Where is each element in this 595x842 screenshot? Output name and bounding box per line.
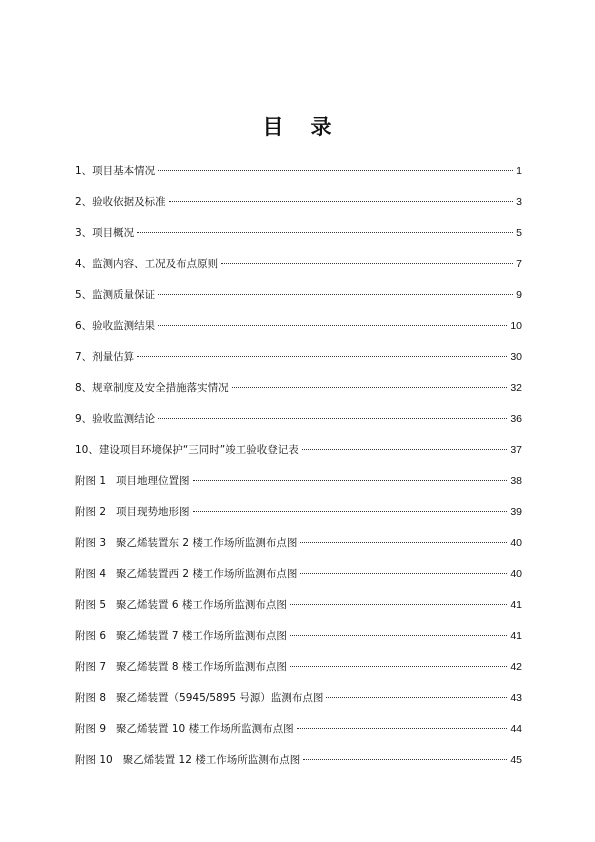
toc-entry-page: 40 [510, 537, 522, 549]
table-of-contents [75, 161, 522, 781]
toc-leader-dots [300, 541, 507, 543]
toc-entry[interactable] [75, 595, 522, 626]
toc-entry-page: 41 [510, 599, 522, 611]
toc-leader-dots [302, 448, 508, 450]
toc-entry-prefix: 附图 1 [75, 475, 107, 487]
toc-entry-page: 9 [516, 289, 522, 301]
toc-entry-label: 10、建设项目环境保护“三同时”竣工验收登记表 [75, 444, 299, 456]
toc-entry[interactable] [75, 626, 522, 657]
toc-entry[interactable] [75, 316, 522, 347]
toc-entry-prefix: 附图 7 [75, 661, 107, 673]
toc-entry-page: 45 [510, 754, 522, 766]
toc-entry-label: 附图 2 项目现势地形图 [75, 506, 190, 518]
toc-entry[interactable] [75, 161, 522, 192]
toc-entry-label: 附图 7 聚乙烯装置 8 楼工作场所监测布点图 [75, 661, 287, 673]
toc-entry-label: 附图 10 聚乙烯装置 12 楼工作场所监测布点图 [75, 754, 301, 766]
toc-leader-dots [303, 758, 507, 760]
toc-leader-dots [169, 200, 513, 202]
toc-entry[interactable] [75, 223, 522, 254]
toc-title-char-1: 目 [262, 114, 285, 139]
toc-entry-page: 43 [510, 692, 522, 704]
toc-entry-prefix: 附图 2 [75, 506, 107, 518]
toc-leader-dots [290, 634, 507, 636]
toc-leader-dots [158, 324, 507, 326]
toc-entry[interactable] [75, 347, 522, 378]
toc-entry[interactable] [75, 688, 522, 719]
toc-leader-dots [290, 665, 507, 667]
toc-entry-label: 附图 6 聚乙烯装置 7 楼工作场所监测布点图 [75, 630, 287, 642]
toc-entry-label: 附图 3 聚乙烯装置东 2 楼工作场所监测布点图 [75, 537, 298, 549]
toc-entry-label: 3、项目概况 [75, 227, 135, 239]
toc-entry-prefix: 附图 6 [75, 630, 107, 642]
toc-entry-page: 42 [510, 661, 522, 673]
toc-entry-label: 5、监测质量保证 [75, 289, 156, 301]
toc-entry[interactable] [75, 409, 522, 440]
toc-leader-dots [137, 355, 507, 357]
toc-leader-dots [158, 417, 507, 419]
toc-entry[interactable] [75, 254, 522, 285]
toc-leader-dots [221, 262, 513, 264]
toc-leader-dots [158, 169, 513, 171]
toc-title [0, 112, 595, 142]
toc-entry-prefix: 附图 9 [75, 723, 107, 735]
toc-entry-label: 8、规章制度及安全措施落实情况 [75, 382, 229, 394]
toc-entry-prefix: 附图 5 [75, 599, 107, 611]
toc-entry-label: 4、监测内容、工况及布点原则 [75, 258, 219, 270]
toc-entry-label: 2、验收依据及标准 [75, 196, 166, 208]
toc-entry-label: 1、项目基本情况 [75, 165, 156, 177]
toc-entry-page: 10 [510, 320, 522, 332]
toc-entry-label: 6、验收监测结果 [75, 320, 156, 332]
toc-entry-page: 41 [510, 630, 522, 642]
toc-entry-prefix: 附图 10 [75, 754, 113, 766]
toc-leader-dots [290, 603, 507, 605]
toc-entry[interactable] [75, 564, 522, 595]
toc-entry-page: 32 [510, 382, 522, 394]
toc-entry-prefix: 附图 8 [75, 692, 107, 704]
toc-title-char-2: 录 [310, 114, 333, 139]
toc-entry[interactable] [75, 719, 522, 750]
toc-entry-page: 44 [510, 723, 522, 735]
toc-entry[interactable] [75, 502, 522, 533]
toc-entry-label: 9、验收监测结论 [75, 413, 156, 425]
toc-entry-label: 附图 1 项目地理位置图 [75, 475, 190, 487]
toc-leader-dots [193, 510, 508, 512]
toc-entry-page: 5 [516, 227, 522, 239]
toc-entry[interactable] [75, 750, 522, 781]
toc-entry-page: 3 [516, 196, 522, 208]
toc-entry-prefix: 附图 4 [75, 568, 107, 580]
toc-leader-dots [326, 696, 507, 698]
toc-entry-label: 附图 8 聚乙烯装置（5945/5895 号源）监测布点图 [75, 692, 324, 704]
toc-entry[interactable] [75, 471, 522, 502]
toc-entry-label: 7、剂量估算 [75, 351, 135, 363]
toc-leader-dots [158, 293, 513, 295]
toc-entry[interactable] [75, 192, 522, 223]
toc-entry-page: 30 [510, 351, 522, 363]
toc-leader-dots [232, 386, 508, 388]
toc-entry[interactable] [75, 657, 522, 688]
toc-entry-page: 1 [516, 165, 522, 177]
toc-entry-label: 附图 4 聚乙烯装置西 2 楼工作场所监测布点图 [75, 568, 298, 580]
toc-entry-page: 39 [510, 506, 522, 518]
toc-entry[interactable] [75, 533, 522, 564]
toc-entry-page: 7 [516, 258, 522, 270]
toc-leader-dots [137, 231, 513, 233]
toc-leader-dots [193, 479, 508, 481]
toc-entry-page: 37 [510, 444, 522, 456]
toc-leader-dots [297, 727, 508, 729]
toc-entry[interactable] [75, 440, 522, 471]
toc-entry-prefix: 附图 3 [75, 537, 107, 549]
toc-entry-page: 38 [510, 475, 522, 487]
toc-entry-page: 36 [510, 413, 522, 425]
toc-entry-label: 附图 5 聚乙烯装置 6 楼工作场所监测布点图 [75, 599, 287, 611]
toc-entry[interactable] [75, 378, 522, 409]
toc-entry[interactable] [75, 285, 522, 316]
toc-entry-page: 40 [510, 568, 522, 580]
toc-leader-dots [300, 572, 507, 574]
toc-entry-label: 附图 9 聚乙烯装置 10 楼工作场所监测布点图 [75, 723, 294, 735]
